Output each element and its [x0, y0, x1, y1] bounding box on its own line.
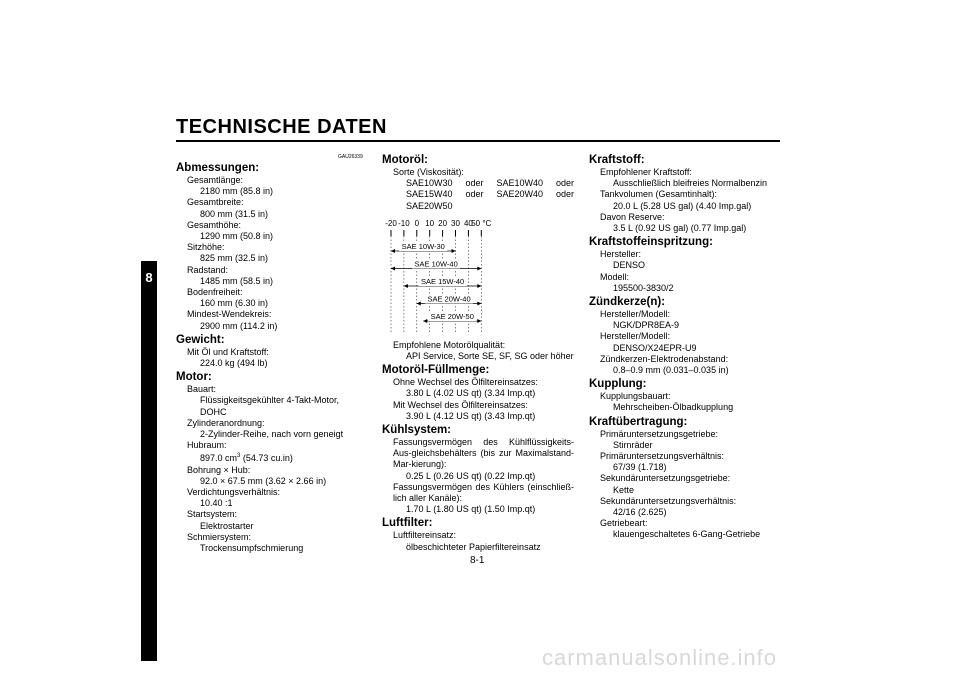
page-number: 8-1 [470, 555, 485, 566]
label: Verdichtungsverhältnis: [187, 487, 281, 498]
label: Hersteller/Modell: [600, 309, 671, 320]
value: 3.5 L (0.92 US gal) (0.77 Imp.gal) [613, 223, 747, 234]
value: Mehrscheiben-Ölbadkupplung [613, 402, 734, 413]
label: Fassungsvermögen des Kühlers (einschließ-lich aller Kanäle): [393, 481, 574, 504]
superscript: 3 [237, 453, 241, 460]
tick-label: 20 [438, 218, 448, 228]
value: 1.70 L (1.80 US qt) (1.50 Imp.qt) [406, 504, 536, 515]
tick-label: 30 [451, 218, 460, 228]
conjunction: oder [555, 189, 574, 200]
value: DENSO [613, 260, 646, 271]
value: 67/39 (1.718) [613, 462, 667, 473]
value: 1290 mm (50.8 in) [200, 231, 274, 242]
value: 3.80 L (4.02 US qt) (3.34 Imp.qt) [406, 388, 536, 399]
value: Stirnräder [613, 439, 653, 450]
arrow-right [477, 284, 481, 288]
arrow-right [452, 249, 456, 253]
label: Ohne Wechsel des Ölfiltereinsatzes: [393, 377, 538, 388]
value: klauengeschaltetes 6-Gang-Getriebe [613, 529, 761, 540]
label: Getriebeart: [600, 518, 648, 529]
label: Hubraum: [187, 440, 227, 451]
value: ölbeschichteter Papierfiltereinsatz [406, 541, 541, 552]
viscosity-chart-svg [382, 214, 574, 336]
label: Zylinderanordnung: [187, 417, 265, 428]
value: 195500-3830/2 [613, 282, 674, 293]
viscosity-chart [382, 214, 574, 336]
value: 825 mm (32.5 in) [200, 253, 269, 264]
value: Elektrostarter [200, 520, 254, 531]
label: Mit Öl und Kraftstoff: [187, 346, 269, 357]
column-3 [589, 152, 784, 541]
label: Bodenfreiheit: [187, 287, 243, 298]
viscosity: SAE20W40 [496, 189, 544, 200]
arrow-left [404, 284, 408, 288]
label: Kupplungsbauart: [600, 391, 671, 402]
value: 10.40 :1 [200, 498, 233, 509]
hubraum-value: 897.0 cm [200, 453, 238, 464]
label: Gesamthöhe: [187, 219, 242, 230]
series-label: SAE 20W-50 [430, 311, 474, 321]
label: Primäruntersetzungsgetriebe: [600, 428, 719, 439]
title-rule [176, 140, 780, 142]
arrow-left [417, 301, 421, 305]
label: Bohrung × Hub: [187, 464, 251, 475]
tick-label: 40 [463, 218, 473, 228]
value: Trockensumpfschmierung [200, 543, 304, 554]
viscosity-row [382, 178, 574, 189]
value: 42/16 (2.625) [613, 507, 667, 518]
viscosity-row [382, 189, 574, 200]
conjunction: oder [555, 178, 574, 189]
heading-motoroel: Motoröl: [382, 154, 428, 166]
heading-zuendkerze: Zündkerze(n): [589, 296, 666, 309]
label: Bauart: [187, 384, 217, 395]
heading-kraftstoff: Kraftstoff: [589, 154, 645, 166]
value: Flüssigkeitsgekühlter 4-Takt-Motor, DOHC [200, 395, 340, 417]
value: 0.25 L (0.26 US qt) (0.22 Imp.qt) [406, 470, 536, 481]
value: Ausschließlich bleifreies Normalbenzin [613, 178, 768, 189]
heading-kraftuebertragung: Kraftübertragung: [589, 415, 688, 428]
value: 20.0 L (5.28 US gal) (4.40 Imp.gal) [613, 200, 752, 211]
label: Hersteller/Modell: [600, 331, 671, 342]
value: 800 mm (31.5 in) [200, 208, 269, 219]
tick-label: 50 °C [471, 218, 492, 228]
chapter-number: 8 [145, 270, 153, 285]
value: 2900 mm (114.2 in) [200, 320, 278, 331]
label: Sitzhöhe: [187, 242, 225, 253]
value: API Service, Sorte SE, SF, SG oder höher [406, 351, 574, 362]
label: Modell: [600, 271, 630, 282]
series-label: SAE 15W-40 [420, 276, 465, 286]
tick-label: -20 [385, 218, 397, 228]
conjunction: oder [465, 178, 484, 189]
label: Empfohlener Kraftstoff: [600, 167, 692, 177]
label: Gesamtlänge: [187, 175, 244, 185]
arrow-left [391, 266, 395, 270]
viscosity: SAE10W30 [406, 178, 453, 189]
tick-label: 10 [425, 218, 435, 228]
label: Radstand: [187, 264, 229, 275]
label: Tankvolumen (Gesamtinhalt): [600, 189, 718, 200]
arrow-right [477, 301, 481, 305]
series-label: SAE 20W-40 [427, 294, 471, 304]
value: 0.8–0.9 mm (0.031–0.035 in) [613, 365, 729, 376]
value: 224.0 kg (494 lb) [200, 358, 268, 369]
hubraum-imperial: (54.73 cu.in) [240, 453, 293, 464]
value: Kette [613, 484, 635, 495]
label: Hersteller: [600, 249, 642, 260]
label: Sekundäruntersetzungsverhältnis: [600, 495, 737, 506]
arrow-left [391, 249, 395, 253]
label: Luftfiltereinsatz: [393, 530, 457, 541]
label: Primäruntersetzungsverhältnis: [600, 451, 725, 462]
label: Sorte (Viskosität): [393, 167, 464, 177]
column-1 [176, 160, 366, 554]
arrow-right [477, 319, 481, 323]
value: DENSO/X24EPR-U9 [613, 342, 697, 353]
label: Startsystem: [187, 509, 238, 520]
heading-motor: Motor: [176, 371, 212, 384]
heading-kupplung: Kupplung: [589, 378, 647, 391]
value: 2180 mm (85.8 in) [200, 186, 274, 197]
value: NGK/DPR8EA-9 [613, 320, 680, 331]
viscosity: SAE20W50 [406, 200, 453, 211]
label: Fassungsvermögen des Kühlflüssigkeits-Aus-gleichsbehälters (bis zur Maximalstand-Mar-kierung): [393, 437, 574, 470]
series-label: SAE 10W-40 [414, 259, 458, 269]
heading-luftfilter: Luftfilter: [382, 517, 433, 530]
viscosity: SAE10W40 [496, 178, 544, 189]
label: Empfohlene Motorölqualität: [393, 339, 506, 350]
viscosity: SAE15W40 [406, 189, 453, 200]
label: Sekundäruntersetzungsgetriebe: [600, 473, 731, 484]
value: 92.0 × 67.5 mm (3.62 × 2.66 in) [200, 475, 327, 486]
label: Davon Reserve: [600, 211, 665, 222]
value: 3.90 L (4.12 US qt) (3.43 Imp.qt) [406, 410, 536, 421]
arrow-right [477, 266, 481, 270]
chapter-tab [141, 261, 157, 661]
series-label: SAE 10W-30 [401, 241, 445, 251]
watermark-text: carmanualsonline.info [542, 645, 778, 670]
heading-gewicht: Gewicht: [176, 333, 225, 346]
arrow-left [423, 319, 427, 323]
label: Schmiersystem: [187, 531, 252, 542]
tick-label: -10 [398, 218, 410, 228]
value [176, 451, 366, 464]
column-2 [382, 152, 574, 553]
document-code: GAU26339 [338, 154, 363, 160]
label: Mindest-Wendekreis: [187, 309, 272, 320]
heading-abmessungen: Abmessungen: [176, 162, 260, 174]
heading-einspritzung: Kraftstoffeinspritzung: [589, 236, 713, 249]
value: 160 mm (6.30 in) [200, 298, 269, 309]
value: 1485 mm (58.5 in) [200, 275, 274, 286]
label: Zündkerzen-Elektrodenabstand: [600, 353, 729, 364]
value: 2-Zylinder-Reihe, nach vorn geneigt [200, 429, 344, 440]
label: Gesamtbreite: [187, 197, 244, 208]
heading-fuellmenge: Motoröl-Füllmenge: [382, 364, 490, 377]
page-title: TECHNISCHE DATEN [176, 116, 387, 138]
tick-label: 0 [414, 218, 420, 228]
heading-kuehlsystem: Kühlsystem: [382, 424, 452, 437]
label: Mit Wechsel des Ölfiltereinsatzes: [393, 399, 528, 410]
conjunction: oder [465, 189, 484, 200]
